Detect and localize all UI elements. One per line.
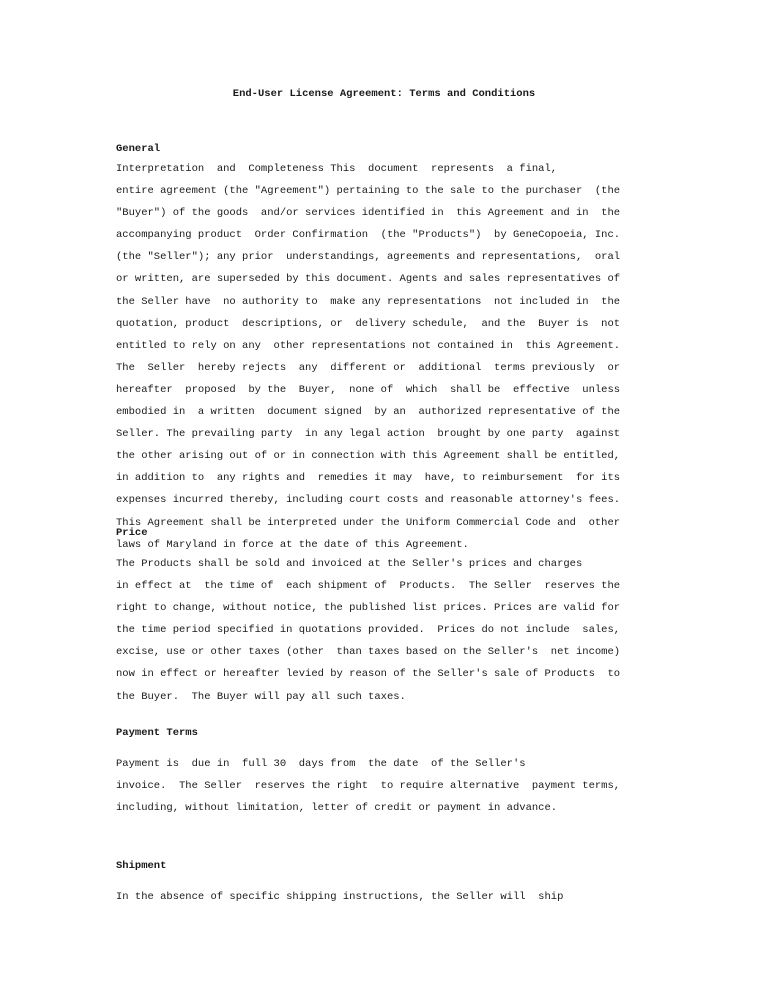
- section-heading-general: General: [116, 143, 161, 155]
- text-line: the Buyer. The Buyer will pay all such taxes.: [116, 690, 406, 703]
- section-heading-price: Price: [116, 527, 148, 539]
- section-body-payment-terms: [116, 756, 646, 822]
- text-line: in effect at the time of each shipment of Products. The Seller reserves the: [116, 580, 621, 593]
- text-line: the Seller have no authority to make any representations not included in the: [116, 295, 621, 308]
- section-body-general: [116, 161, 646, 559]
- text-line: in addition to any rights and remedies it may have, to reimbursement for its: [116, 472, 621, 485]
- text-line: (the "Seller"); any prior understandings, agreements and representations, oral: [116, 251, 621, 264]
- text-line: In the absence of specific shipping instructions, the Seller will ship: [116, 891, 564, 903]
- text-line: entire agreement (the "Agreement") pertaining to the sale to the purchaser (the: [116, 185, 621, 198]
- section-heading-shipment: Shipment: [116, 860, 167, 872]
- text-line: The Seller hereby rejects any different or additional terms previously or: [116, 361, 621, 374]
- text-line: laws of Maryland in force at the date of this Agreement.: [116, 538, 469, 551]
- text-line: Interpretation and Completeness This document represents a final,: [116, 163, 558, 175]
- text-line: the other arising out of or in connection with this Agreement shall be entitled,: [116, 450, 621, 463]
- section-payment-terms: [116, 725, 646, 822]
- text-line: The Products shall be sold and invoiced at the Seller's prices and charges: [116, 558, 583, 570]
- text-line: the time period specified in quotations provided. Prices do not include sales,: [116, 624, 621, 637]
- text-line: "Buyer") of the goods and/or services identified in this Agreement and in the: [116, 207, 621, 220]
- text-line: embodied in a written document signed by an authorized representative of the: [116, 406, 621, 419]
- section-body-price: [116, 556, 646, 711]
- text-line: right to change, without notice, the published list prices. Prices are valid for: [116, 602, 621, 615]
- text-line: hereafter proposed by the Buyer, none of which shall be effective unless: [116, 383, 621, 396]
- section-shipment: [116, 858, 646, 911]
- section-body-shipment: [116, 889, 646, 911]
- text-line: including, without limitation, letter of credit or payment in advance.: [116, 802, 558, 815]
- text-line: Payment is due in full 30 days from the date of the Seller's: [116, 758, 526, 770]
- text-line: excise, use or other taxes (other than taxes based on the Seller's net income): [116, 646, 621, 659]
- text-line: Seller. The prevailing party in any legal action brought by one party against: [116, 428, 621, 441]
- text-line: accompanying product Order Confirmation (the "Products") by GeneCopoeia, Inc.: [116, 229, 621, 242]
- section-heading-payment-terms: Payment Terms: [116, 727, 198, 739]
- text-line: or written, are superseded by this document. Agents and sales representatives of: [116, 273, 621, 286]
- text-line: now in effect or hereafter levied by reason of the Seller's sale of Products to: [116, 668, 621, 681]
- text-line: entitled to rely on any other representations not contained in this Agreement.: [116, 339, 621, 352]
- text-line: expenses incurred thereby, including court costs and reasonable attorney's fees.: [116, 494, 621, 507]
- text-line: This Agreement shall be interpreted under the Uniform Commercial Code and other: [116, 516, 621, 529]
- text-line: invoice. The Seller reserves the right to require alternative payment terms,: [116, 780, 621, 793]
- section-general: [116, 141, 646, 559]
- section-price: [116, 525, 646, 711]
- text-line: quotation, product descriptions, or delivery schedule, and the Buyer is not: [116, 317, 621, 330]
- document-title: End-User License Agreement: Terms and Conditions: [232, 88, 536, 100]
